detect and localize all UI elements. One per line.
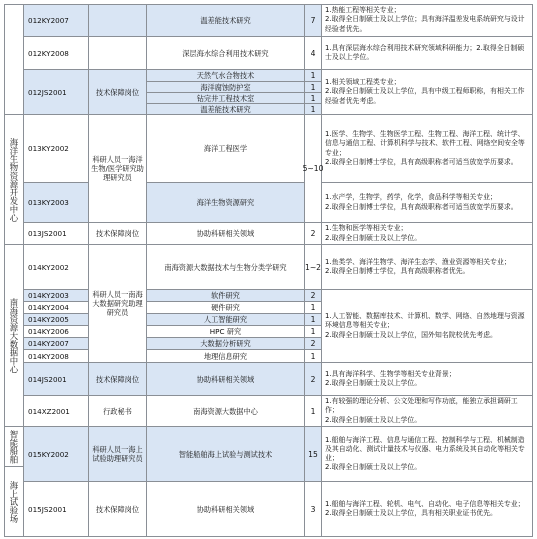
requirement-cell: 1.生物和医学等相关专业； 2.取得全日制硕士及以上学位。 <box>322 223 533 245</box>
count-cell: 3 <box>305 482 322 537</box>
title-cell: 协助科研相关领域 <box>147 223 305 245</box>
count-cell: 2 <box>305 223 322 245</box>
count-cell: 1~2 <box>305 245 322 290</box>
title-cell: HPC 研究 <box>147 326 305 338</box>
title-cell: 智能船舶海上试验与测试技术 <box>147 427 305 482</box>
title-cell: 人工智能研究 <box>147 314 305 326</box>
title-cell: 海洋腐蚀防护室 <box>147 82 305 93</box>
code-cell: 014KY2006 <box>24 326 89 338</box>
group-cell-ship <box>4 427 24 467</box>
code-cell: 015KY2002 <box>24 427 89 482</box>
code-cell: 014JS2001 <box>24 363 89 396</box>
requirement-cell: 1.热能工程等相关专业； 2.取得全日制硕士及以上学位；具有海洋温差发电系统研究与设计经验者优先。 <box>322 4 533 37</box>
code-cell: 014KY2003 <box>24 290 89 302</box>
group-cell-testsite <box>4 467 24 537</box>
requirement-cell: 1.具有深层海水综合利用技术研究领域科研能力；2.取得全日制硕士及以上学位。 <box>322 37 533 70</box>
requirement-cell: 1.具有海洋科学、生物学等相关专业背景； 2.取得全日制硕士及以上学位。 <box>322 363 533 396</box>
code-cell: 012KY2007 <box>24 4 89 37</box>
count-cell: 1 <box>305 93 322 104</box>
title-cell: 南海资源大数据技术与生物分类学研究 <box>147 245 305 290</box>
post-cell: 科研人员一海洋生物/医学研究助理研究员 <box>89 115 147 223</box>
title-cell: 钻完井工程技术室 <box>147 93 305 104</box>
title-cell: 南海资源大数据中心 <box>147 396 305 427</box>
requirement-cell: 1.鱼类学、海洋生物学、海洋生态学、渔业资源等相关专业； 2.取得全日制博士学位，具有高级职称者优先。 <box>322 245 533 290</box>
requirement-cell: 1.有较强的理论分析、公文处理和写作功底，能独立承担调研工作； 2.取得全日制硕士及以上学位。 <box>322 396 533 427</box>
count-cell: 15 <box>305 427 322 482</box>
post-cell: 行政秘书 <box>89 396 147 427</box>
post-cell: 技术保障岗位 <box>89 223 147 245</box>
post-cell <box>89 37 147 70</box>
post-cell: 技术保障岗位 <box>89 70 147 115</box>
group-cell-bigdata <box>4 245 24 427</box>
title-cell: 温差能技术研究 <box>147 4 305 37</box>
post-cell: 科研人员一海上试验助理研究员 <box>89 427 147 482</box>
post-cell: 技术保障岗位 <box>89 363 147 396</box>
count-cell: 1 <box>305 302 322 314</box>
title-cell: 硬件研究 <box>147 302 305 314</box>
code-cell: 013KY2002 <box>24 115 89 183</box>
count-cell: 2 <box>305 363 322 396</box>
title-cell: 海洋生物资源研究 <box>147 183 305 223</box>
count-cell: 1 <box>305 326 322 338</box>
title-cell: 天然气水合物技术 <box>147 70 305 82</box>
requirement-cell: 1.船舶与海洋工程、轮机、电气、自动化、电子信息等相关专业； 2.取得全日制硕士及以上学位，具有相关职业证书优先。 <box>322 482 533 537</box>
count-cell: 2 <box>305 338 322 350</box>
post-cell: 技术保障岗位 <box>89 482 147 537</box>
group-cell-bio <box>4 115 24 245</box>
count-cell: 1 <box>305 396 322 427</box>
count-cell: 1 <box>305 350 322 363</box>
title-cell: 地理信息研究 <box>147 350 305 363</box>
group-label-ship: 智能船舶 <box>9 429 19 464</box>
count-cell: 7 <box>305 4 322 37</box>
count-cell: 4 <box>305 37 322 70</box>
post-cell <box>89 4 147 37</box>
code-cell: 012KY2008 <box>24 37 89 70</box>
group-label-bigdata: 南海资源大数据中心 <box>9 297 19 374</box>
code-cell: 014KY2002 <box>24 245 89 290</box>
count-cell: 1 <box>305 82 322 93</box>
count-cell: 1 <box>305 314 322 326</box>
count-cell: 1 <box>305 104 322 115</box>
code-cell: 012JS2001 <box>24 70 89 115</box>
title-cell: 海洋工程医学 <box>147 115 305 183</box>
code-cell: 013JS2001 <box>24 223 89 245</box>
title-cell: 协助科研相关领域 <box>147 482 305 537</box>
title-cell: 软件研究 <box>147 290 305 302</box>
post-cell: 科研人员一南海大数据研究助理研究员 <box>89 245 147 363</box>
count-cell: 2 <box>305 290 322 302</box>
group-label-bio: 海洋生物资源开发中心 <box>9 137 19 222</box>
code-cell: 014KY2004 <box>24 302 89 314</box>
title-cell: 深层海水综合利用技术研究 <box>147 37 305 70</box>
group-label-testsite: 海上试验场 <box>9 480 19 523</box>
requirement-cell: 1.医学、生物学、生物医学工程、生物工程、海洋工程、统计学、信息与通信工程、计算机科学与技术、软件工程、网络空间安全等专业； 2.取得全日制博士学位，具有高级职称者可适当放宽学历要求。 <box>322 115 533 183</box>
requirement-cell: 1.相关领域工程类专业； 2.取得全日制硕士及以上学位，具有中级工程师职称，有相关工作经验者优先考虑。 <box>322 70 533 115</box>
title-cell: 协助科研相关领域 <box>147 363 305 396</box>
count-cell: 1 <box>305 70 322 82</box>
requirement-cell: 1.船舶与海洋工程、信息与通信工程、控制科学与工程、机械制造及其自动化、测试计量技术与仪器、电力系统及其自动化等相关专业； 2.取得全日制硕士及以上学位。 <box>322 427 533 482</box>
count-cell: 5~10 <box>305 115 322 223</box>
code-cell: 015JS2001 <box>24 482 89 537</box>
code-cell: 014KY2008 <box>24 350 89 363</box>
requirement-cell: 1.人工智能、数据库技术、计算机、数学、网络、自然地理与资源环境信息等相关专业； 2.取得全日制硕士及以上学位，国外知名院校优先考虑。 <box>322 290 533 363</box>
title-cell: 温差能技术研究 <box>147 104 305 115</box>
code-cell: 013KY2003 <box>24 183 89 223</box>
title-cell: 大数据分析研究 <box>147 338 305 350</box>
group-cell-blank <box>4 4 24 115</box>
code-cell: 014KY2005 <box>24 314 89 326</box>
code-cell: 014XZ2001 <box>24 396 89 427</box>
code-cell: 014KY2007 <box>24 338 89 350</box>
requirement-cell: 1.水产学，生物学，药学，化学，食品科学等相关专业； 2.取得全日制博士学位，具有高级职称者可适当放宽学历要求。 <box>322 183 533 223</box>
